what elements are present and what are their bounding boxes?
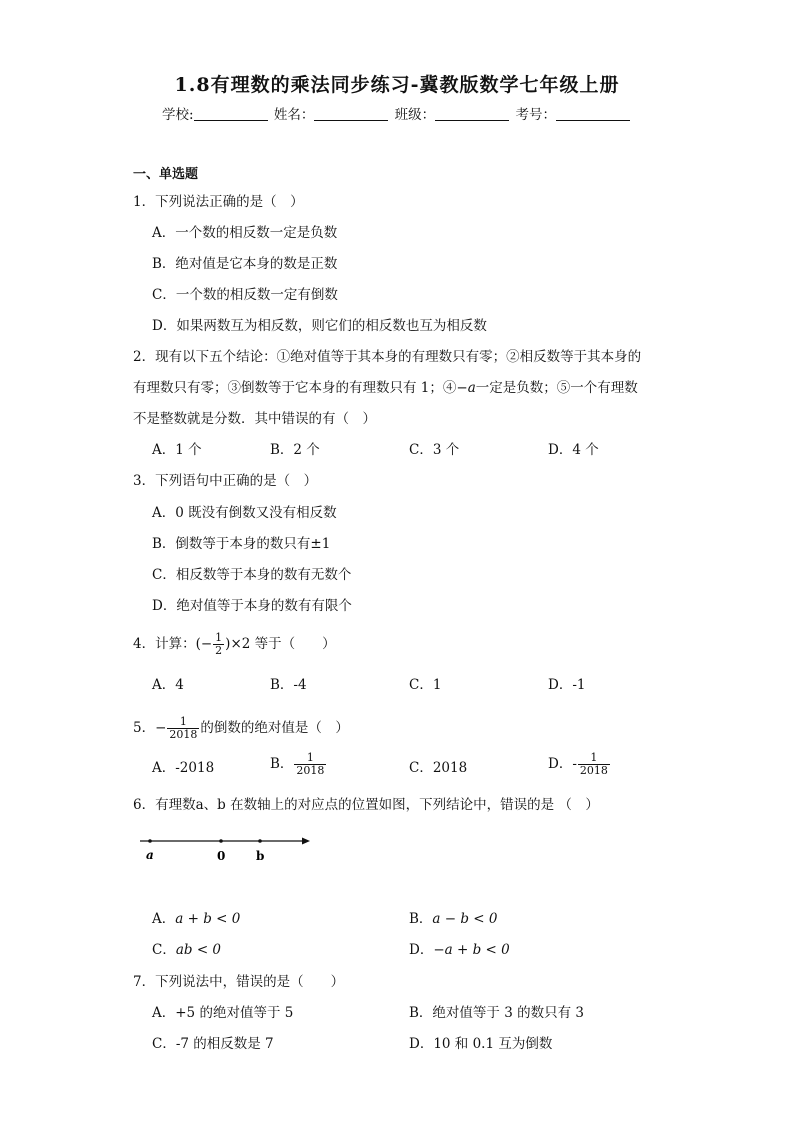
- question-2-expression: −a: [456, 380, 476, 396]
- option-expression: a + b < 0: [175, 911, 241, 927]
- question-5-fraction: [167, 716, 199, 741]
- question-5-option-c: C．2018: [409, 760, 468, 776]
- option-label: C．: [152, 942, 176, 958]
- question-5-option-d: [548, 752, 611, 777]
- fraction-numerator: 1: [578, 752, 610, 765]
- question-1-option-c: C．一个数的相反数一定有倒数: [152, 287, 338, 303]
- question-7-option-d: D．10 和 0.1 互为倒数: [409, 1036, 553, 1052]
- class-label: 班级：: [394, 107, 436, 123]
- number-line-diagram: [138, 830, 318, 870]
- fraction-numerator: 1: [215, 631, 223, 644]
- option-label: A．: [152, 911, 176, 927]
- question-3-stem: 3．下列语句中正确的是（ ）: [133, 473, 318, 489]
- fraction-denominator: 2018: [169, 728, 198, 741]
- question-6-stem: 6．有理数a、b 在数轴上的对应点的位置如图，下列结论中，错误的是 （ ）: [133, 797, 599, 813]
- arrow-right-icon: [302, 838, 310, 845]
- question-5-option-d-fraction: [578, 752, 610, 777]
- school-blank[interactable]: [194, 106, 268, 121]
- question-4-fraction: [213, 632, 224, 657]
- question-3-option-a: A．0 既没有倒数又没有相反数: [152, 505, 337, 521]
- axis-label-b: b: [256, 849, 265, 863]
- option-label: D．: [409, 942, 434, 958]
- question-4-option-b: B．-4: [270, 677, 307, 693]
- question-3-option-d: D．绝对值等于本身的数有有限个: [152, 598, 352, 614]
- class-blank[interactable]: [435, 106, 509, 121]
- point-a: [148, 839, 152, 843]
- question-2-line-2-text: 有理数只有零；③倒数等于它本身的有理数只有 1；④: [133, 380, 457, 396]
- question-5-option-b-fraction: [294, 752, 326, 777]
- question-1-stem: 1．下列说法正确的是（ ）: [133, 194, 304, 210]
- axis-label-zero: 0: [217, 849, 226, 863]
- point-zero: [219, 839, 223, 843]
- option-label: D．-: [548, 756, 577, 772]
- option-expression: −a + b < 0: [433, 942, 510, 958]
- question-6-option-c: [152, 941, 221, 959]
- question-4-option-a: A．4: [152, 677, 184, 693]
- exam-no-label: 考号：: [515, 107, 556, 123]
- fraction-denominator: 2018: [296, 764, 325, 777]
- question-6-option-d: [409, 941, 510, 959]
- question-4-option-c: C．1: [409, 677, 442, 693]
- question-3-option-b: B．倒数等于本身的数只有±1: [152, 536, 331, 552]
- question-5-option-b: [270, 752, 327, 777]
- option-label: B．: [409, 911, 433, 927]
- question-6-option-a: [152, 910, 240, 928]
- question-7-option-a: A．+5 的绝对值等于 5: [152, 1005, 294, 1021]
- question-5-prefix: 5．−: [133, 720, 167, 736]
- question-2-line-3: 不是整数就是分数．其中错误的有（ ）: [133, 411, 376, 427]
- question-4-suffix: )×2 等于（ ）: [225, 636, 336, 652]
- question-5-stem: [133, 716, 349, 741]
- question-2-option-c: C．3 个: [409, 442, 460, 458]
- question-5-option-a: A．-2018: [152, 760, 215, 776]
- option-label: B．: [270, 756, 294, 772]
- fraction-numerator: 1: [294, 752, 326, 765]
- fraction-denominator: 2: [215, 644, 223, 657]
- school-label: 学校:: [162, 107, 194, 123]
- option-expression: ab < 0: [175, 942, 222, 958]
- page-title: 1.8有理数的乘法同步练习-冀教版数学七年级上册: [174, 74, 620, 96]
- question-2-line-1: 2．现有以下五个结论：①绝对值等于其本身的有理数只有零；②相反数等于其本身的: [133, 349, 642, 365]
- question-2-option-d: D．4 个: [548, 442, 599, 458]
- option-expression: a − b < 0: [432, 911, 498, 927]
- fraction-denominator: 2018: [579, 764, 608, 777]
- question-3-option-c: C．相反数等于本身的数有无数个: [152, 567, 352, 583]
- question-7-option-c: C．-7 的相反数是 7: [152, 1036, 274, 1052]
- section-heading: 一、单选题: [133, 167, 199, 182]
- student-info-row: [0, 103, 794, 123]
- name-blank[interactable]: [314, 106, 388, 121]
- question-2-option-b: B．2 个: [270, 442, 320, 458]
- exam-no-blank[interactable]: [556, 106, 630, 121]
- question-7-option-b: B．绝对值等于 3 的数只有 3: [409, 1005, 584, 1021]
- point-b: [258, 839, 262, 843]
- question-4-stem: [133, 632, 336, 657]
- question-7-stem: 7．下列说法中，错误的是（ ）: [133, 974, 345, 990]
- question-5-suffix: 的倒数的绝对值是（ ）: [200, 720, 349, 736]
- question-4-prefix: 4．计算：(−: [133, 636, 213, 652]
- fraction-numerator: 1: [167, 716, 199, 729]
- question-1-option-d: D．如果两数互为相反数，则它们的相反数也互为相反数: [152, 318, 487, 334]
- question-4-option-d: D．-1: [548, 677, 586, 693]
- question-1-option-b: B．绝对值是它本身的数是正数: [152, 256, 338, 272]
- question-6-option-b: [409, 910, 498, 928]
- question-2-line-2: [133, 379, 638, 397]
- question-2-line-2-tail: 一定是负数；⑤一个有理数: [475, 380, 638, 396]
- question-1-option-a: A．一个数的相反数一定是负数: [152, 225, 338, 241]
- question-2-option-a: A．1 个: [152, 442, 202, 458]
- axis-label-a: a: [146, 848, 154, 862]
- name-label: 姓名：: [273, 107, 315, 123]
